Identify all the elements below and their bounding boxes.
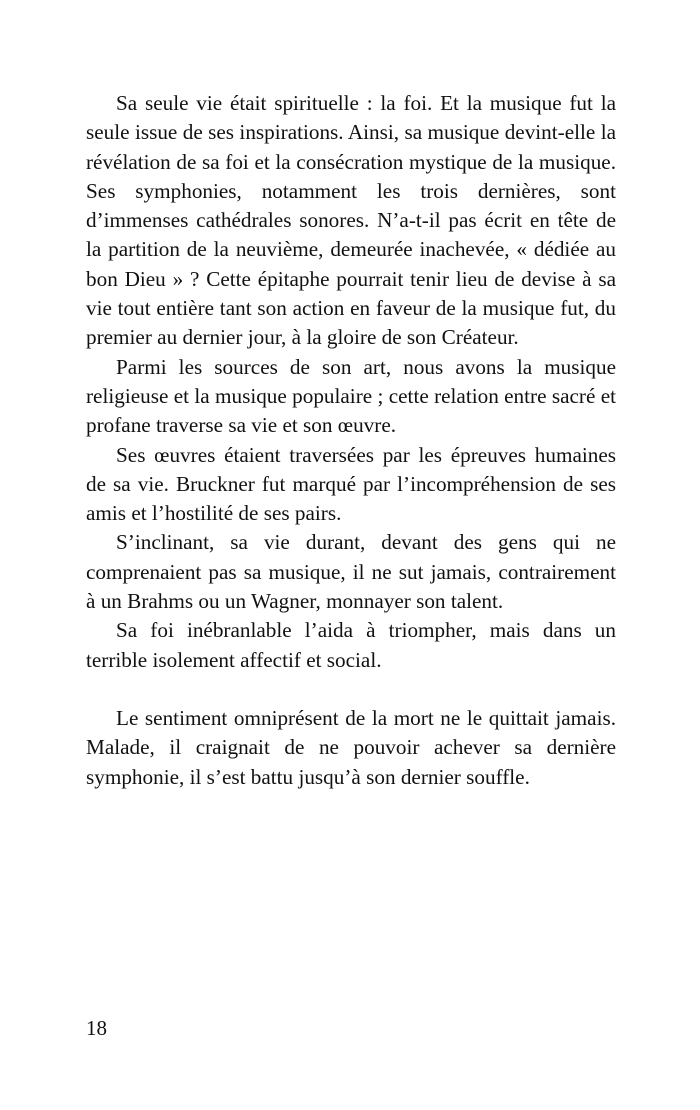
paragraph-sources: Parmi les sources de son art, nous avons la musique religieuse et la musique populaire ; cette relation entre sacré et profane traverse sa vie et son œuvre. [86,354,616,438]
paragraph-death: Le sentiment omniprésent de la mort ne le quittait jamais. Malade, il craignait de ne pouvoir achever sa dernière symphonie, il s’est battu jusqu’à son dernier souffle. [86,705,616,789]
paragraph-talent: S’inclinant, sa vie durant, devant des gens qui ne comprenaient pas sa musique, il ne sut jamais, contrairement à un Brahms ou un Wagner, monnayer son talent. [86,530,616,614]
paragraph-trials: Ses œuvres étaient traversées par les épreuves humaines de sa vie. Bruckner fut marqué par l’incompréhension de ses amis et l’hostilité de ses pairs. [86,442,616,526]
body-text [86,89,616,792]
page-number: 18 [86,1016,107,1040]
paragraph-isolation: Sa foi inébranlable l’aida à triompher, mais dans un terrible isolement affectif et social. [86,618,616,672]
paragraph-faith: Sa seule vie était spirituelle : la foi. Et la musique fut la seule issue de ses inspirations. Ainsi, sa musique devint-elle la révélation de sa foi et la consécration mystique de la musique. Ses symphonies, notamment les trois dernières, sont d’immenses cathédrales sonores. N’a-t-il pas écrit en tête de la partition de la neuvième, demeurée inachevée, « dédiée au bon Dieu » ? Cette épitaphe pourrait tenir lieu de devise à sa vie tout entière tant son action en faveur de la musique fut, du premier au dernier jour, à la gloire de son Créateur. [86,91,616,350]
